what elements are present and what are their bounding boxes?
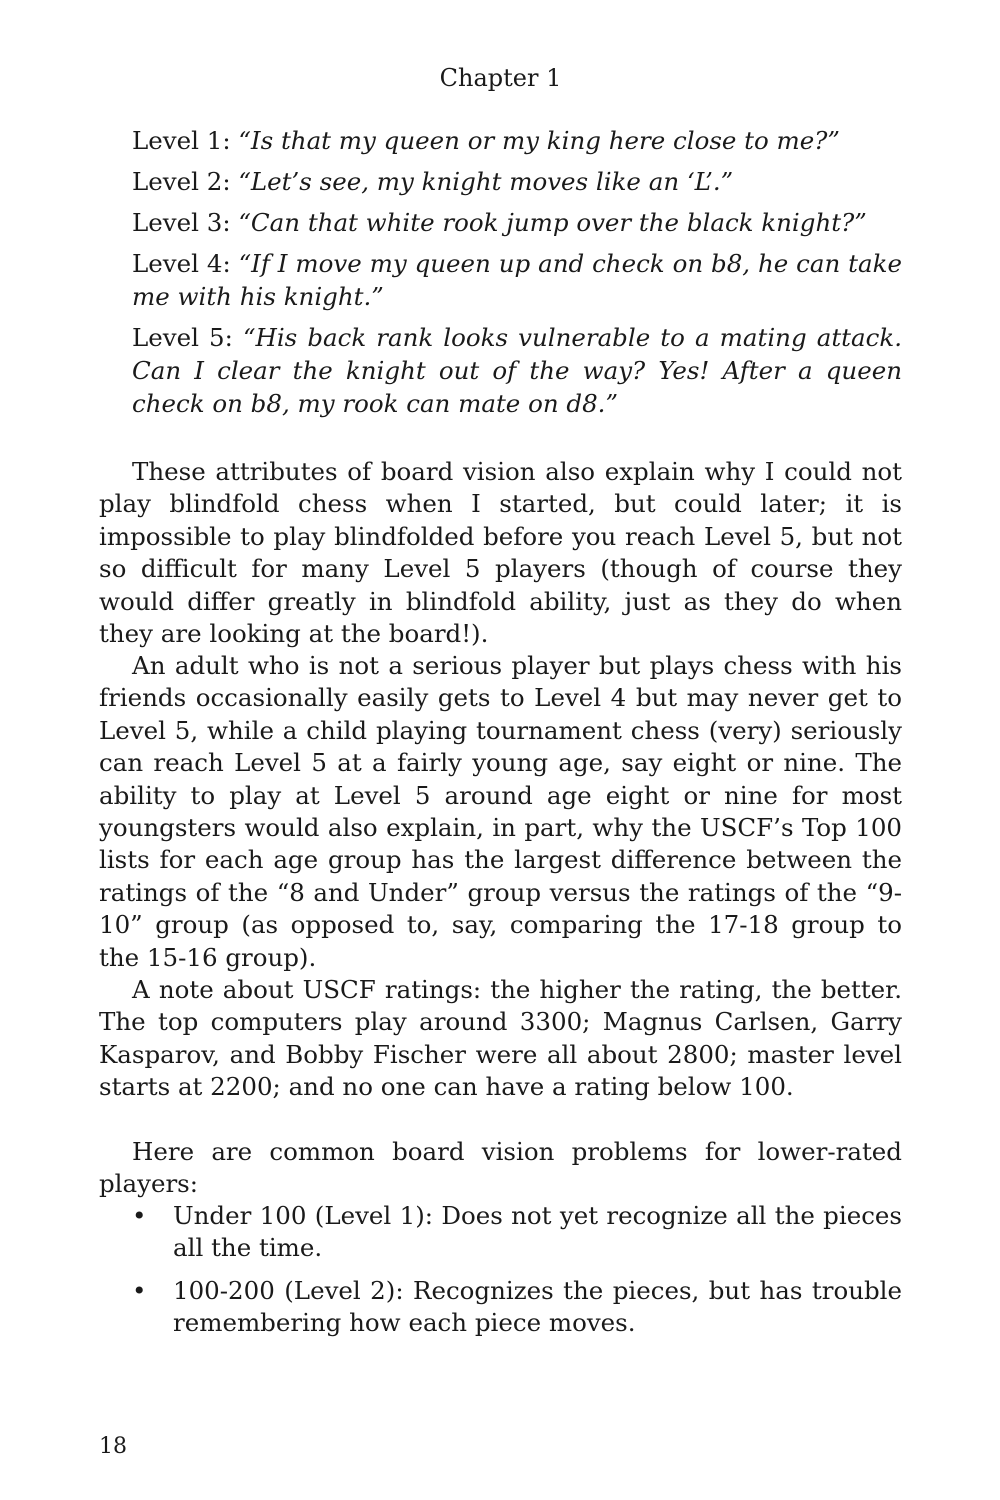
page-number: 18 (99, 1434, 127, 1459)
level-list (132, 124, 902, 428)
level-quote: “Can that white rook jump over the black knight?” (238, 208, 867, 237)
level-label: Level 3: (132, 208, 239, 237)
level-label: Level 2: (132, 167, 239, 196)
level-label: Level 4: (132, 249, 239, 278)
bullet-item (132, 1275, 902, 1340)
bullet-marker: • (132, 1201, 147, 1230)
body-paragraph: An adult who is not a serious player but plays chess with his friends occasionally easily gets to Level 4 but may never get to Level 5, while a child playing tournament chess (very) seriously can reach Level 5 at a fairly young age, say eight or nine. The ability to play at Level 5 around age eight or nine for most youngsters would also explain, in part, why the USCF’s Top 100 lists for each age group has the largest difference between the ratings of the “8 and Under” group versus the ratings of the “9-10” group (as opposed to, say, comparing the 17-18 group to the 15-16 group). (99, 651, 902, 972)
bullet-text: Under 100 (Level 1): Does not yet recognize all the pieces all the time. (173, 1201, 902, 1263)
level-quote: “If I move my queen up and check on b8, he can take me with his knight.” (132, 249, 902, 311)
level-label: Level 5: (132, 323, 243, 352)
book-page (99, 0, 902, 1500)
level-item (132, 247, 902, 313)
bullet-item (132, 1200, 902, 1265)
level-item (132, 206, 902, 239)
level-quote: “His back rank looks vulnerable to a mating attack. Can I clear the knight out of the way? Yes! After a queen check on b8, my rook can mate on d8.” (132, 323, 902, 418)
level-item (132, 165, 902, 198)
running-head: Chapter 1 (439, 64, 562, 92)
level-quote: “Is that my queen or my king here close to me?” (238, 126, 840, 155)
level-quote: “Let’s see, my knight moves like an ‘L’.” (238, 167, 734, 196)
body-paragraph: Here are common board vision problems for lower-rated players: (99, 1137, 902, 1199)
bullet-list (132, 1200, 902, 1350)
bullet-marker: • (132, 1275, 147, 1305)
level-item (132, 124, 902, 157)
level-item (132, 321, 902, 420)
level-label: Level 1: (132, 126, 239, 155)
body-paragraph: These attributes of board vision also explain why I could not play blindfold chess when I started, but could later; it is impossible to play blindfolded before you reach Level 5, but not so difficult for many Level 5 players (though of course they would differ greatly in blindfold ability, just as they do when they are looking at the board!). (99, 457, 902, 649)
bullet-text: 100-200 (Level 2): Recognizes the pieces, but has trouble remembering how each piece moves. (173, 1275, 902, 1338)
body-paragraph: A note about USCF ratings: the higher the rating, the better. The top computers play around 3300; Magnus Carlsen, Garry Kasparov, and Bobby Fischer were all about 2800; master level starts at 2200; and no one can have a rating below 100. (99, 975, 902, 1102)
